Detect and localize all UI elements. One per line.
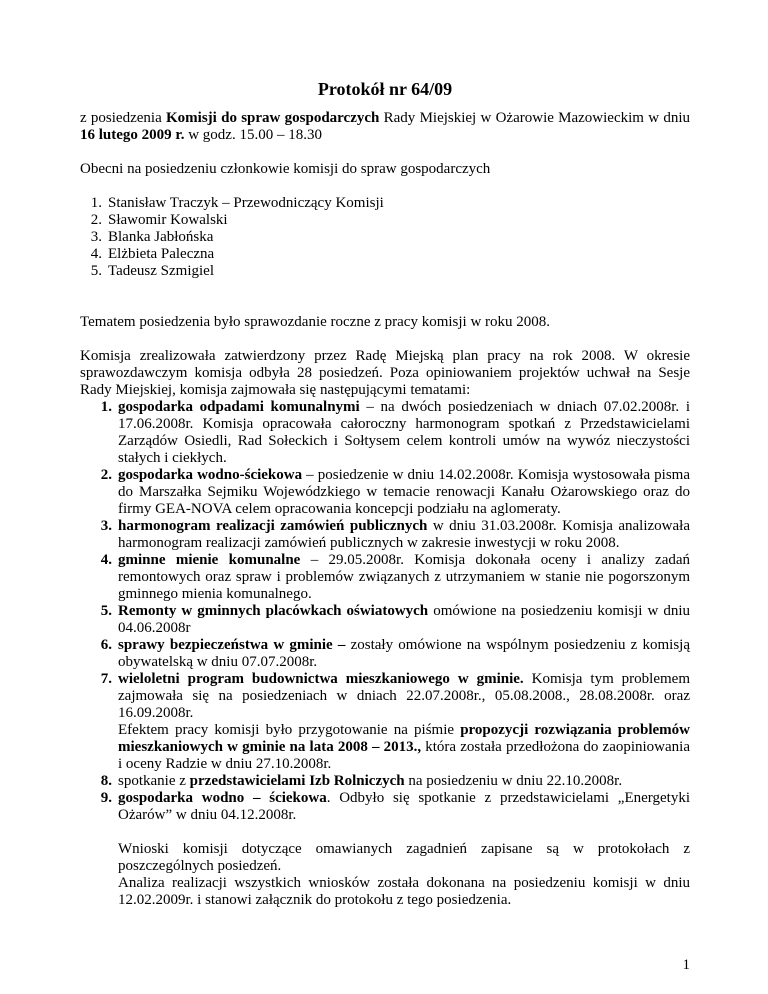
plan-paragraph: Komisja zrealizowała zatwierdzony przez Radę Miejską plan pracy na rok 2008. W okresie sprawozdawczym komisja odbyła 28 posiedzeń. Poza opiniowaniem projektów uchwał na Sesje Rady Miejskiej, komisja zajmowała się następującymi tematami: [80,348,690,398]
members-list [80,195,690,280]
conclusions-line-2: Analiza realizacji wszystkich wniosków została dokonana na posiedzeniu komisji w dniu 12.02.2009r. i stanowi załącznik do protokołu z tego posiedzenia. [118,875,690,908]
member-name: Blanka Jabłońska [108,229,214,245]
committee-name: Komisji do spraw gospodarczych [166,110,380,126]
page-number: 1 [682,957,690,973]
page-title: Protokół nr 64/09 [317,79,453,99]
intro-text-1: z posiedzenia [80,110,166,126]
list-item: 8. spotkanie z przedstawicielami Izb Rolniczych na posiedzeniu w dniu 22.10.2008r. [100,773,623,789]
member-name: Elżbieta Paleczna [108,246,215,262]
member-name: Sławomir Kowalski [108,212,228,228]
topic-sentence: Tematem posiedzenia było sprawozdanie roczne z pracy komisji w roku 2008. [80,314,551,330]
list-item: 2. gospodarka wodno-ściekowa – posiedzenie w dniu 14.02.2008r. Komisja wystosowała pisma do Marszałka Sejmiku Wojewódzkiego w temacie renowacji Kanału Ożarowskiego oraz do firmy GEA-NOVA celem opracowania koncepcji podziału na aglomeraty. [100,467,691,517]
intro-text-3: w godz. 15.00 – 18.30 [184,127,322,143]
present-heading: Obecni na posiedzeniu członkowie komisji do spraw gospodarczych [80,161,491,177]
meeting-date: 16 lutego 2009 r. [80,127,185,143]
list-item: 3. Blanka Jabłońska [90,229,214,245]
list-item: 5. Tadeusz Szmigiel [90,263,215,279]
list-item: 7. wieloletni program budownictwa mieszkaniowego w gminie. Komisja tym problemem zajmowała się na posiedzeniach w dniach 22.07.2008r., 05.08.2008., 28.08.2008r. oraz 16.09.2008r. Efektem pracy komisji było przygotowanie na piśmie propozycji rozwiązania problemów mieszkaniowych w gminie na lata 2008 – 2013., która została przedłożona do zaopiniowania i oceny Radzie w dniu 27.10.2008r. [100,671,690,772]
topics-list [80,399,690,824]
list-item: 3. harmonogram realizacji zamówień publicznych w dniu 31.03.2008r. Komisja analizowała harmonogram realizacji zamówień publicznych w zakresie inwestycji w roku 2008. [100,518,690,551]
conclusions-line-1: Wnioski komisji dotyczące omawianych zagadnień zapisane są w protokołach z poszczególnych posiedzeń. [118,841,690,874]
member-name: Stanisław Traczyk – Przewodniczący Komisji [108,195,384,211]
list-item: 1. gospodarka odpadami komunalnymi – na dwóch posiedzeniach w dniach 07.02.2008r. i 17.06.2008r. Komisja opracowała całoroczny harmonogram spotkań z Przedstawicielami Zarządów Osiedli, Rad Sołeckich i Sołtysem celem kontroli umów na wywóz nieczystości stałych i ciekłych. [100,399,691,466]
list-item: 4. Elżbieta Paleczna [90,246,215,262]
intro-text-2: Rady Miejskiej w Ożarowie Mazowieckim w dniu [379,110,690,126]
list-item: 2. Sławomir Kowalski [90,212,228,228]
intro-paragraph [80,110,690,144]
list-item: 4. gminne mienie komunalne – 29.05.2008r. Komisja dokonała oceny i analizy zadań remontowych oraz spraw i problemów związanych z utrzymaniem w stanie nie pogorszonym gminnego mienia komunalnego. [100,552,691,602]
list-item: 6. sprawy bezpieczeństwa w gminie – zostały omówione na wspólnym posiedzeniu z komisją obywatelską w dniu 07.07.2008r. [100,637,691,670]
document-page [80,78,690,909]
list-item: 5. Remonty w gminnych placówkach oświatowych omówione na posiedzeniu komisji w dniu 04.06.2008r [100,603,690,636]
list-item: 9. gospodarka wodno – ściekowa. Odbyło się spotkanie z przedstawicielami „Energetyki Ożarów” w dniu 04.12.2008r. [100,790,690,823]
list-item: 1. Stanisław Traczyk – Przewodniczący Komisji [90,195,384,211]
effect-paragraph: Efektem pracy komisji było przygotowanie na piśmie propozycji rozwiązania problemów mieszkaniowych w gminie na lata 2008 – 2013., która została przedłożona do zaopiniowania i oceny Radzie w dniu 27.10.2008r. [118,722,690,772]
member-name: Tadeusz Szmigiel [108,263,215,279]
